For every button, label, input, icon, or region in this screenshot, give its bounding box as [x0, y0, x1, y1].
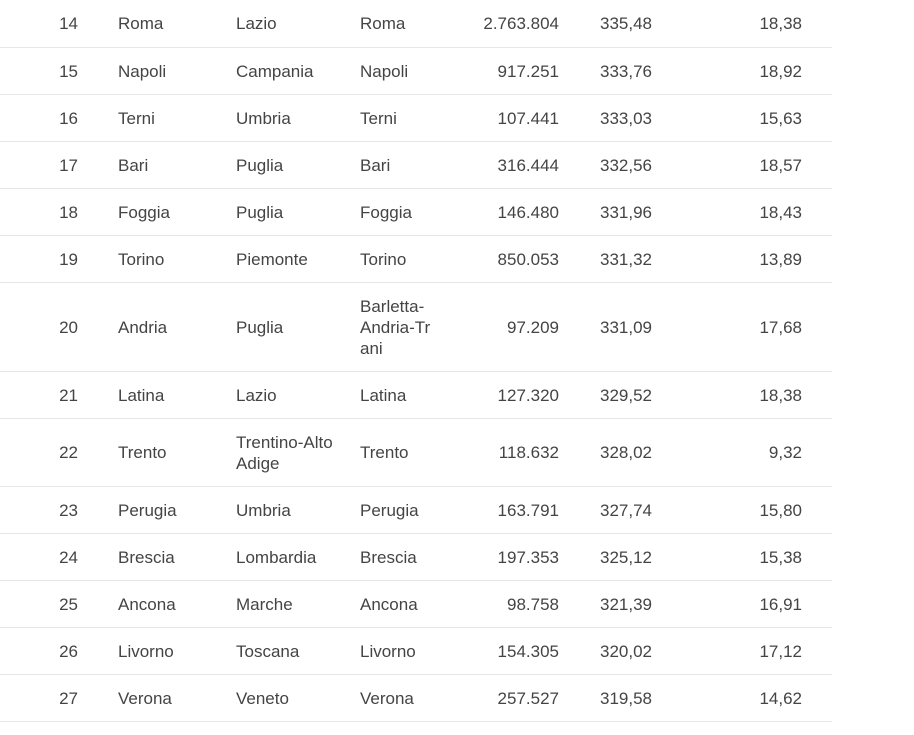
city-cell: Napoli: [118, 61, 167, 81]
percent-cell: 15,80: [759, 500, 802, 520]
percent-cell: 18,43: [759, 202, 802, 222]
province-cell: Bari: [360, 155, 391, 175]
population-cell: 107.441: [497, 108, 559, 128]
rank-cell: 25: [59, 594, 78, 614]
table-row: [0, 372, 832, 419]
province-cell: Latina: [360, 385, 407, 405]
percent-cell: 15,38: [759, 547, 802, 567]
city-cell: Livorno: [118, 641, 174, 661]
population-cell: 163.791: [497, 500, 559, 520]
value-cell: 329,52: [600, 385, 652, 405]
rank-cell: 27: [59, 688, 78, 708]
rank-cell: 22: [59, 443, 78, 462]
table-row: [0, 534, 832, 581]
province-cell: Ancona: [360, 594, 418, 614]
value-cell: 325,12: [600, 547, 652, 567]
value-cell: 333,76: [600, 61, 652, 81]
percent-cell: 17,12: [759, 641, 802, 661]
region-cell: Trentino-Alto Adige: [236, 432, 333, 473]
value-cell: 327,74: [600, 500, 652, 520]
percent-cell: 18,57: [759, 155, 802, 175]
table-row: [0, 236, 832, 283]
region-cell: Umbria: [236, 108, 291, 128]
region-cell: Toscana: [236, 641, 300, 661]
table-row: [0, 95, 832, 142]
rank-cell: 24: [59, 547, 78, 567]
value-cell: 320,02: [600, 641, 652, 661]
rank-cell: 16: [59, 108, 78, 128]
region-cell: Puglia: [236, 317, 284, 337]
table-row: [0, 283, 832, 372]
province-cell: Foggia: [360, 202, 412, 222]
region-cell: Piemonte: [236, 249, 308, 269]
province-cell: Perugia: [360, 500, 419, 520]
percent-cell: 13,89: [759, 249, 802, 269]
city-cell: Foggia: [118, 202, 170, 222]
population-cell: 154.305: [497, 641, 559, 661]
region-cell: Lazio: [236, 14, 277, 33]
population-cell: 127.320: [497, 385, 559, 405]
rank-cell: 15: [59, 61, 78, 81]
table-row: [0, 419, 832, 487]
value-cell: 333,03: [600, 108, 652, 128]
region-cell: Puglia: [236, 155, 284, 175]
rank-cell: 18: [59, 202, 78, 222]
region-cell: Lombardia: [236, 547, 317, 567]
population-cell: 98.758: [507, 594, 559, 614]
percent-cell: 15,63: [759, 108, 802, 128]
value-cell: 335,48: [600, 14, 652, 33]
percent-cell: 14,62: [759, 688, 802, 708]
province-cell: Livorno: [360, 641, 416, 661]
rank-cell: 19: [59, 249, 78, 269]
city-cell: Bari: [118, 155, 149, 175]
rank-cell: 20: [59, 317, 78, 337]
value-cell: 328,02: [600, 443, 652, 462]
region-cell: Lazio: [236, 385, 277, 405]
province-cell: Torino: [360, 249, 407, 269]
value-cell: 319,58: [600, 688, 652, 708]
rank-cell: 14: [59, 14, 78, 33]
value-cell: 321,39: [600, 594, 652, 614]
region-cell: Campania: [236, 61, 314, 81]
population-cell: 850.053: [497, 249, 559, 269]
population-cell: 197.353: [497, 547, 559, 567]
percent-cell: 18,92: [759, 61, 802, 81]
population-cell: 97.209: [507, 317, 559, 337]
table-row: [0, 581, 832, 628]
province-cell: Roma: [360, 14, 406, 33]
region-cell: Veneto: [236, 688, 289, 708]
province-cell: Napoli: [360, 61, 409, 81]
percent-cell: 9,32: [768, 443, 802, 462]
population-cell: 316.444: [497, 155, 559, 175]
rank-cell: 17: [59, 155, 78, 175]
population-cell: 917.251: [497, 61, 559, 81]
table-row: [0, 142, 832, 189]
city-cell: Trento: [118, 443, 167, 462]
table-row: [0, 487, 832, 534]
city-cell: Torino: [118, 249, 165, 269]
population-cell: 2.763.804: [483, 14, 559, 33]
city-cell: Latina: [118, 385, 165, 405]
table-row: [0, 48, 832, 95]
city-cell: Ancona: [118, 594, 176, 614]
value-cell: 331,96: [600, 202, 652, 222]
city-cell: Perugia: [118, 500, 177, 520]
region-cell: Puglia: [236, 202, 284, 222]
province-cell: Terni: [360, 108, 397, 128]
region-cell: Umbria: [236, 500, 291, 520]
value-cell: 331,32: [600, 249, 652, 269]
percent-cell: 16,91: [759, 594, 802, 614]
population-cell: 118.632: [498, 443, 559, 462]
city-cell: Roma: [118, 14, 164, 33]
rank-cell: 26: [59, 641, 78, 661]
city-cell: Brescia: [118, 547, 175, 567]
percent-cell: 17,68: [759, 317, 802, 337]
value-cell: 332,56: [600, 155, 652, 175]
province-cell: Trento: [360, 443, 409, 462]
table-row: [0, 675, 832, 722]
population-cell: 257.527: [497, 688, 559, 708]
province-cell: Barletta-Andria-Trani: [360, 296, 431, 358]
province-cell: Brescia: [360, 547, 417, 567]
table-row: [0, 628, 832, 675]
rank-cell: 21: [59, 385, 78, 405]
province-cell: Verona: [360, 688, 414, 708]
city-cell: Andria: [118, 317, 168, 337]
city-cell: Verona: [118, 688, 172, 708]
population-cell: 146.480: [497, 202, 559, 222]
city-cell: Terni: [118, 108, 155, 128]
rank-cell: 23: [59, 500, 78, 520]
table-row: [0, 189, 832, 236]
percent-cell: 18,38: [759, 14, 802, 33]
value-cell: 331,09: [600, 317, 652, 337]
table-row: [0, 0, 832, 48]
region-cell: Marche: [236, 594, 293, 614]
percent-cell: 18,38: [759, 385, 802, 405]
